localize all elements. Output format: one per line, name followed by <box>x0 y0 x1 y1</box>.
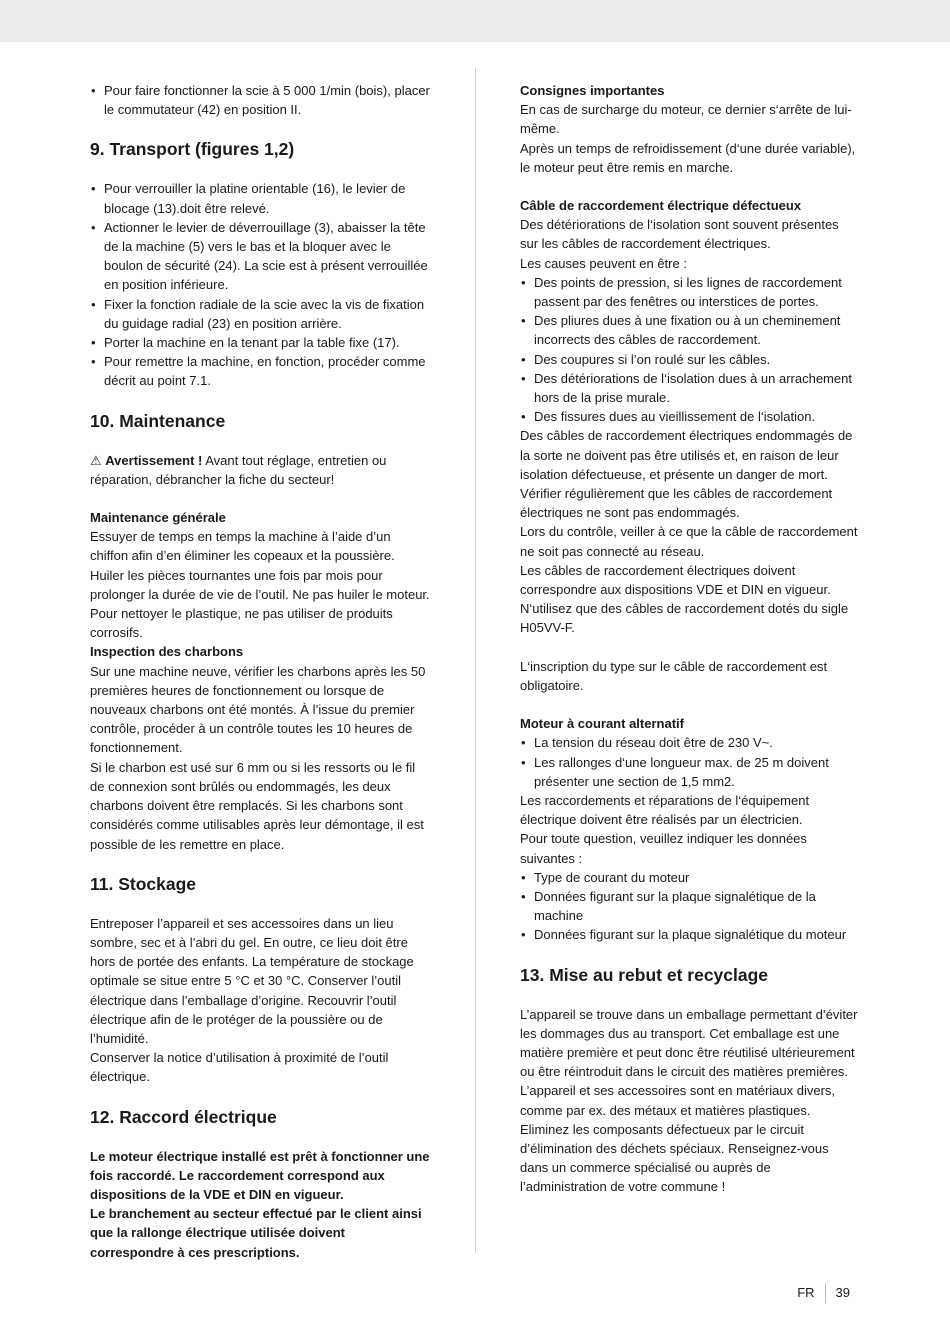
list-item: • Les rallonges d‘une longueur max. de 25 m doivent présenter une section de 1,5 mm2. <box>520 753 860 791</box>
top-bar <box>0 0 950 42</box>
brush-inspection-text: Sur une machine neuve, vérifier les charbons après les 50 premières heures de fonctionnement ou lorsque de nouveaux charbons ont été montés. À l’issue du premier contrôle, procéder à un contrôle toutes les 10 heures de fonctionnement. <box>90 663 426 756</box>
left-column <box>90 81 432 1262</box>
section-9-bullet-list <box>90 179 432 390</box>
storage-text-2: Conserver la notice d’utilisation à proximité de l’outil électrique. <box>90 1050 389 1085</box>
list-item: • Des fissures dues au vieillissement de l‘isolation. <box>520 407 860 426</box>
storage-text: Entreposer l’appareil et ses accessoires dans un lieu sombre, sec et à l’abri du gel. En outre, ce lieu doit être hors de portée des enfants. La température de stockage optimale se situe entre 5 °C et 30 °C. Conserver l’outil électrique dans l’emballage d’origine. Recouvrir l’outil électrique afin de le protéger de la poussière ou de l’humidité. <box>90 915 414 1046</box>
section-12-title: 12. Raccord électrique <box>90 1106 277 1127</box>
warning-paragraph <box>90 451 432 489</box>
column-divider <box>475 68 476 1253</box>
ac-motor-heading: Moteur à courant alternatif <box>520 716 684 732</box>
list-item: • Données figurant sur la plaque signalétique du moteur <box>520 925 860 944</box>
warning-text: Avant tout réglage, entretien ou réparation, débrancher la fiche du secteur! <box>90 452 387 487</box>
footer-divider <box>825 1283 826 1303</box>
ac-motor-text: Les raccordements et réparations de l‘équipement électrique doivent être réalisés par un électricien. <box>520 792 810 828</box>
list-item: • La tension du réseau doit être de 230 V~. <box>520 733 860 752</box>
cable-causes-list <box>520 273 860 427</box>
list-item: • Fixer la fonction radiale de la scie avec la vis de fixation du guidage radial (23) en position arrière. <box>90 295 432 333</box>
important-text: En cas de surcharge du moteur, ce dernier s‘arrête de lui-même. <box>520 102 852 137</box>
list-item: • Données figurant sur la plaque signalétique de la machine <box>520 887 860 925</box>
cable-heading: Câble de raccordement électrique défectueux <box>520 198 802 214</box>
general-maintenance-text: Essuyer de temps en temps la machine à l’aide d’un chiffon afin d’en éliminer les copeaux et la poussière. Huiler les pièces tournantes une fois par mois pour prolonger la durée de vie de l’outil. Ne pas huiler le moteur. Pour nettoyer le plastique, ne pas utiliser de produits corrosifs. <box>90 529 430 641</box>
section-9-title: 9. Transport (figures 1,2) <box>90 139 295 160</box>
cable-causes: Les causes peuvent en être : <box>520 255 687 271</box>
electrical-bold-text-2: Le branchement au secteur effectué par le client ainsi que la rallonge électrique utilisée doivent correspondre à ces prescriptions. <box>90 1206 422 1260</box>
right-column <box>520 81 860 1197</box>
list-item: • Des pliures dues à une fixation ou à un cheminement incorrects des câbles de raccordement. <box>520 311 860 349</box>
cable-text-5: L‘inscription du type sur le câble de raccordement est obligatoire. <box>520 658 828 693</box>
disposal-text: L’appareil se trouve dans un emballage permettant d’éviter les dommages dus au transport. Cet emballage est une matière première et peut donc être réutilisé ultérieurement ou être réintroduit dans le circuit des matières premières. L’appareil et ses accessoires sont en matériaux divers, comme par ex. des métaux et matières plastiques. Eliminez les composants défectueux par le circuit d’élimination des déchets spéciaux. Renseignez-vous dans un commerce spécialisé ou auprès de l’administration de votre commune ! <box>520 1006 858 1195</box>
list-item: • Des coupures si l’on roulé sur les câbles. <box>520 350 860 369</box>
list-item: • Porter la machine en la tenant par la table fixe (17). <box>90 333 432 352</box>
warning-icon: ⚠ <box>90 452 102 468</box>
electrical-bold-text: Le moteur électrique installé est prêt à fonctionner une fois raccordé. Le raccordement correspond aux dispositions de la VDE et DIN en vigueur. <box>90 1148 430 1202</box>
cable-text-2: Vérifier régulièrement que les câbles de raccordement électriques ne sont pas endommagés. <box>520 486 833 521</box>
page-footer <box>797 1283 850 1303</box>
list-item: • Actionner le levier de déverrouillage (3), abaisser la tête de la machine (5) vers le bas et la bloquer avec le boulon de sécurité (24). La scie est à présent verrouillée en position inférieure. <box>90 218 432 295</box>
ac-motor-data-list <box>520 868 860 945</box>
list-item: • Des points de pression, si les lignes de raccordement passent par des fenêtres ou interstices de portes. <box>520 273 860 311</box>
ac-motor-text-2: Pour toute question, veuillez indiquer les données suivantes : <box>520 831 807 866</box>
list-item: • Des détériorations de l‘isolation dues à un arrachement hors de la prise murale. <box>520 369 860 407</box>
section-10-title: 10. Maintenance <box>90 410 226 431</box>
ac-motor-list <box>520 733 860 791</box>
section-13-title: 13. Mise au rebut et recyclage <box>520 964 769 985</box>
important-heading: Consignes importantes <box>520 83 665 98</box>
cable-text-4: Les câbles de raccordement électriques doivent correspondre aux dispositions VDE et DIN en vigueur. N‘utilisez que des câbles de raccordement dotés du sigle H05VV-F. <box>520 562 849 636</box>
cable-text-3: Lors du contrôle, veiller à ce que la câble de raccordement ne soit pas connecté au réseau. <box>520 524 858 559</box>
important-text-2: Après un temps de refroidissement (d‘une durée variable), le moteur peut être remis en marche. <box>520 140 856 175</box>
brush-inspection-text-2: Si le charbon est usé sur 6 mm ou si les ressorts ou le fil de connexion sont brûlés ou endommagés, les deux charbons doivent être remplacés. Si les charbons sont considérés comme utilisables après leur démontage, il est possible de les remettre en place. <box>90 759 424 852</box>
warning-label: Avertissement ! <box>105 452 203 468</box>
list-item: • Type de courant du moteur <box>520 868 860 887</box>
cable-intro: Des détériorations de l‘isolation sont souvent présentes sur les câbles de raccordement électriques. <box>520 217 839 252</box>
brush-inspection-heading: Inspection des charbons <box>90 644 244 660</box>
list-item: • Pour remettre la machine, en fonction, procéder comme décrit au point 7.1. <box>90 352 432 390</box>
section-11-title: 11. Stockage <box>90 873 197 894</box>
general-maintenance-heading: Maintenance générale <box>90 510 226 526</box>
page-number: 39 <box>835 1285 850 1301</box>
intro-bullet-list <box>90 81 432 119</box>
language-code: FR <box>797 1285 815 1301</box>
list-item: • Pour faire fonctionner la scie à 5 000 1/min (bois), placer le commutateur (42) en position II. <box>90 81 432 119</box>
list-item: • Pour verrouiller la platine orientable (16), le levier de blocage (13).doit être relevé. <box>90 179 432 217</box>
cable-text: Des câbles de raccordement électriques endommagés de la sorte ne doivent pas être utilisés et, en raison de leur isolation défectueuse, et présente un danger de mort. <box>520 428 853 482</box>
